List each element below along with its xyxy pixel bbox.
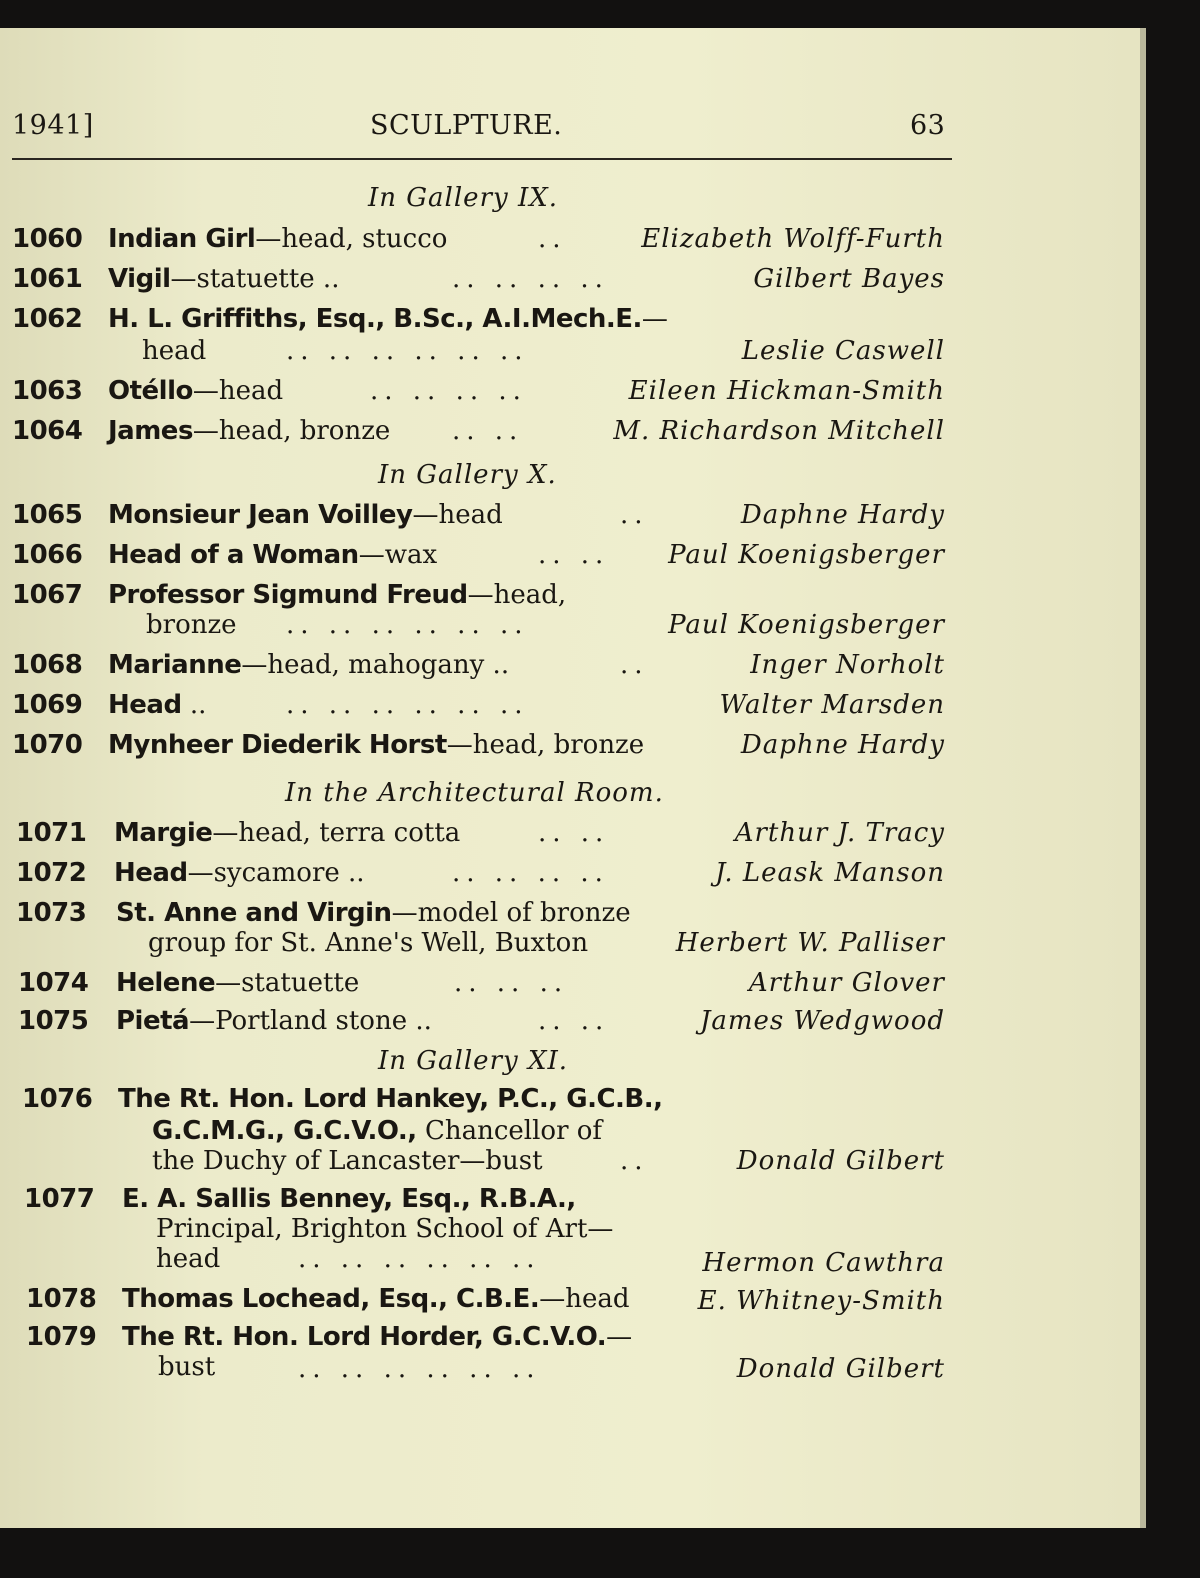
- leader-dots: ..: [620, 650, 649, 680]
- leader-dots: .. .. .. ..: [370, 376, 527, 406]
- entry-continuation: head: [142, 336, 207, 366]
- leader-dots: .. ..: [452, 416, 524, 446]
- artist-name: Arthur J. Tracy: [734, 818, 945, 848]
- leader-dots: ..: [538, 224, 567, 254]
- entry-title: James—head, bronze: [108, 416, 391, 446]
- entry-number: 1071: [16, 818, 87, 848]
- entry-title: Marianne—head, mahogany ..: [108, 650, 510, 680]
- leader-dots: .. .. .. ..: [452, 858, 609, 888]
- entry-number: 1066: [12, 540, 83, 570]
- entry-number: 1074: [18, 968, 89, 998]
- leader-dots: .. .. .. .. .. ..: [298, 1354, 541, 1384]
- entry-title: Helene—statuette: [116, 968, 360, 998]
- artist-name: Daphne Hardy: [740, 730, 945, 760]
- entry-number: 1067: [12, 580, 83, 610]
- entry-title: The Rt. Hon. Lord Horder, G.C.V.O.—: [122, 1322, 633, 1352]
- artist-name: Paul Koenigsberger: [668, 540, 945, 570]
- entry-number: 1063: [12, 376, 83, 406]
- artist-name: Paul Koenigsberger: [668, 610, 945, 640]
- entry-continuation: bust: [158, 1352, 216, 1382]
- artist-name: M. Richardson Mitchell: [613, 416, 945, 446]
- entry-number: 1077: [24, 1184, 95, 1214]
- entry-continuation: bronze: [146, 610, 237, 640]
- entry-title: H. L. Griffiths, Esq., B.Sc., A.I.Mech.E.—: [108, 304, 668, 334]
- leader-dots: ..: [620, 500, 649, 530]
- entry-number: 1068: [12, 650, 83, 680]
- entry-title: Head—sycamore ..: [114, 858, 365, 888]
- entry-title: Mynheer Diederik Horst—head, bronze: [108, 730, 645, 760]
- entry-number: 1064: [12, 416, 83, 446]
- entry-number: 1079: [26, 1322, 97, 1352]
- artist-name: Daphne Hardy: [740, 500, 945, 530]
- entry-title: The Rt. Hon. Lord Hankey, P.C., G.C.B.,: [118, 1084, 663, 1114]
- entry-number: 1069: [12, 690, 83, 720]
- leader-dots: .. .. .. .. .. ..: [286, 610, 529, 640]
- artist-name: Arthur Glover: [748, 968, 945, 998]
- entry-number: 1075: [18, 1006, 89, 1036]
- entry-number: 1072: [16, 858, 87, 888]
- entry-title: Indian Girl—head, stucco: [108, 224, 448, 254]
- artist-name: J. Leask Manson: [714, 858, 945, 888]
- entry-continuation: group for St. Anne's Well, Buxton: [148, 928, 589, 958]
- artist-name: E. Whitney-Smith: [697, 1286, 945, 1316]
- page-number: 63: [910, 110, 946, 141]
- artist-name: Elizabeth Wolff-Furth: [641, 224, 945, 254]
- entry-number: 1065: [12, 500, 83, 530]
- entry-number: 1073: [16, 898, 87, 928]
- entry-number: 1061: [12, 264, 83, 294]
- leader-dots: .. ..: [538, 1006, 610, 1036]
- artist-name: Eileen Hickman-Smith: [628, 376, 945, 406]
- leader-dots: .. ..: [538, 818, 610, 848]
- entry-title: Head of a Woman—wax: [108, 540, 438, 570]
- leader-dots: .. .. .. .. .. ..: [298, 1244, 541, 1274]
- entry-title: Thomas Lochead, Esq., C.B.E.—head: [122, 1284, 630, 1314]
- leader-dots: .. .. .. ..: [452, 264, 609, 294]
- leader-dots: .. ..: [538, 540, 610, 570]
- leader-dots: .. .. .. .. .. ..: [286, 336, 529, 366]
- running-head-year: 1941]: [12, 110, 94, 141]
- entry-number: 1078: [26, 1284, 97, 1314]
- entry-title: Professor Sigmund Freud—head,: [108, 580, 567, 610]
- entry-title: E. A. Sallis Benney, Esq., R.B.A.,: [122, 1184, 576, 1214]
- leader-dots: .. .. .. .. .. ..: [286, 690, 529, 720]
- entry-title: Head ..: [108, 690, 207, 720]
- leader-dots: .. .. ..: [454, 968, 569, 998]
- entry-title: Margie—head, terra cotta: [114, 818, 461, 848]
- artist-name: James Wedgwood: [699, 1006, 945, 1036]
- entry-number: 1062: [12, 304, 83, 334]
- entry-continuation: head: [156, 1244, 221, 1274]
- entry-number: 1076: [22, 1084, 93, 1114]
- artist-name: Gilbert Bayes: [753, 264, 945, 294]
- entry-number: 1070: [12, 730, 83, 760]
- entry-title: Monsieur Jean Voilley—head: [108, 500, 503, 530]
- entry-continuation: G.C.M.G., G.C.V.O., Chancellor of: [152, 1116, 603, 1146]
- entry-title: St. Anne and Virgin—model of bronze: [116, 898, 631, 928]
- entry-title: Pietá—Portland stone ..: [116, 1006, 432, 1036]
- running-head-title: SCULPTURE.: [370, 110, 563, 141]
- header-rule: [12, 158, 952, 160]
- artist-name: Leslie Caswell: [741, 336, 945, 366]
- entry-continuation: the Duchy of Lancaster—bust: [152, 1146, 543, 1176]
- leader-dots: ..: [620, 1146, 649, 1176]
- gallery-heading: In Gallery X.: [378, 460, 557, 490]
- entry-number: 1060: [12, 224, 83, 254]
- gallery-heading: In Gallery XI.: [378, 1046, 568, 1076]
- entry-title: Vigil—statuette ..: [108, 264, 340, 294]
- artist-name: Donald Gilbert: [736, 1354, 945, 1384]
- artist-name: Donald Gilbert: [736, 1146, 945, 1176]
- entry-title: Otéllo—head: [108, 376, 284, 406]
- artist-name: Inger Norholt: [750, 650, 945, 680]
- artist-name: Hermon Cawthra: [702, 1248, 945, 1278]
- gallery-heading: In the Architectural Room.: [285, 778, 664, 808]
- artist-name: Walter Marsden: [719, 690, 945, 720]
- entry-continuation: Principal, Brighton School of Art—: [156, 1214, 614, 1244]
- gallery-heading: In Gallery IX.: [368, 183, 558, 213]
- artist-name: Herbert W. Palliser: [675, 928, 945, 958]
- catalogue-page: [0, 28, 1140, 1528]
